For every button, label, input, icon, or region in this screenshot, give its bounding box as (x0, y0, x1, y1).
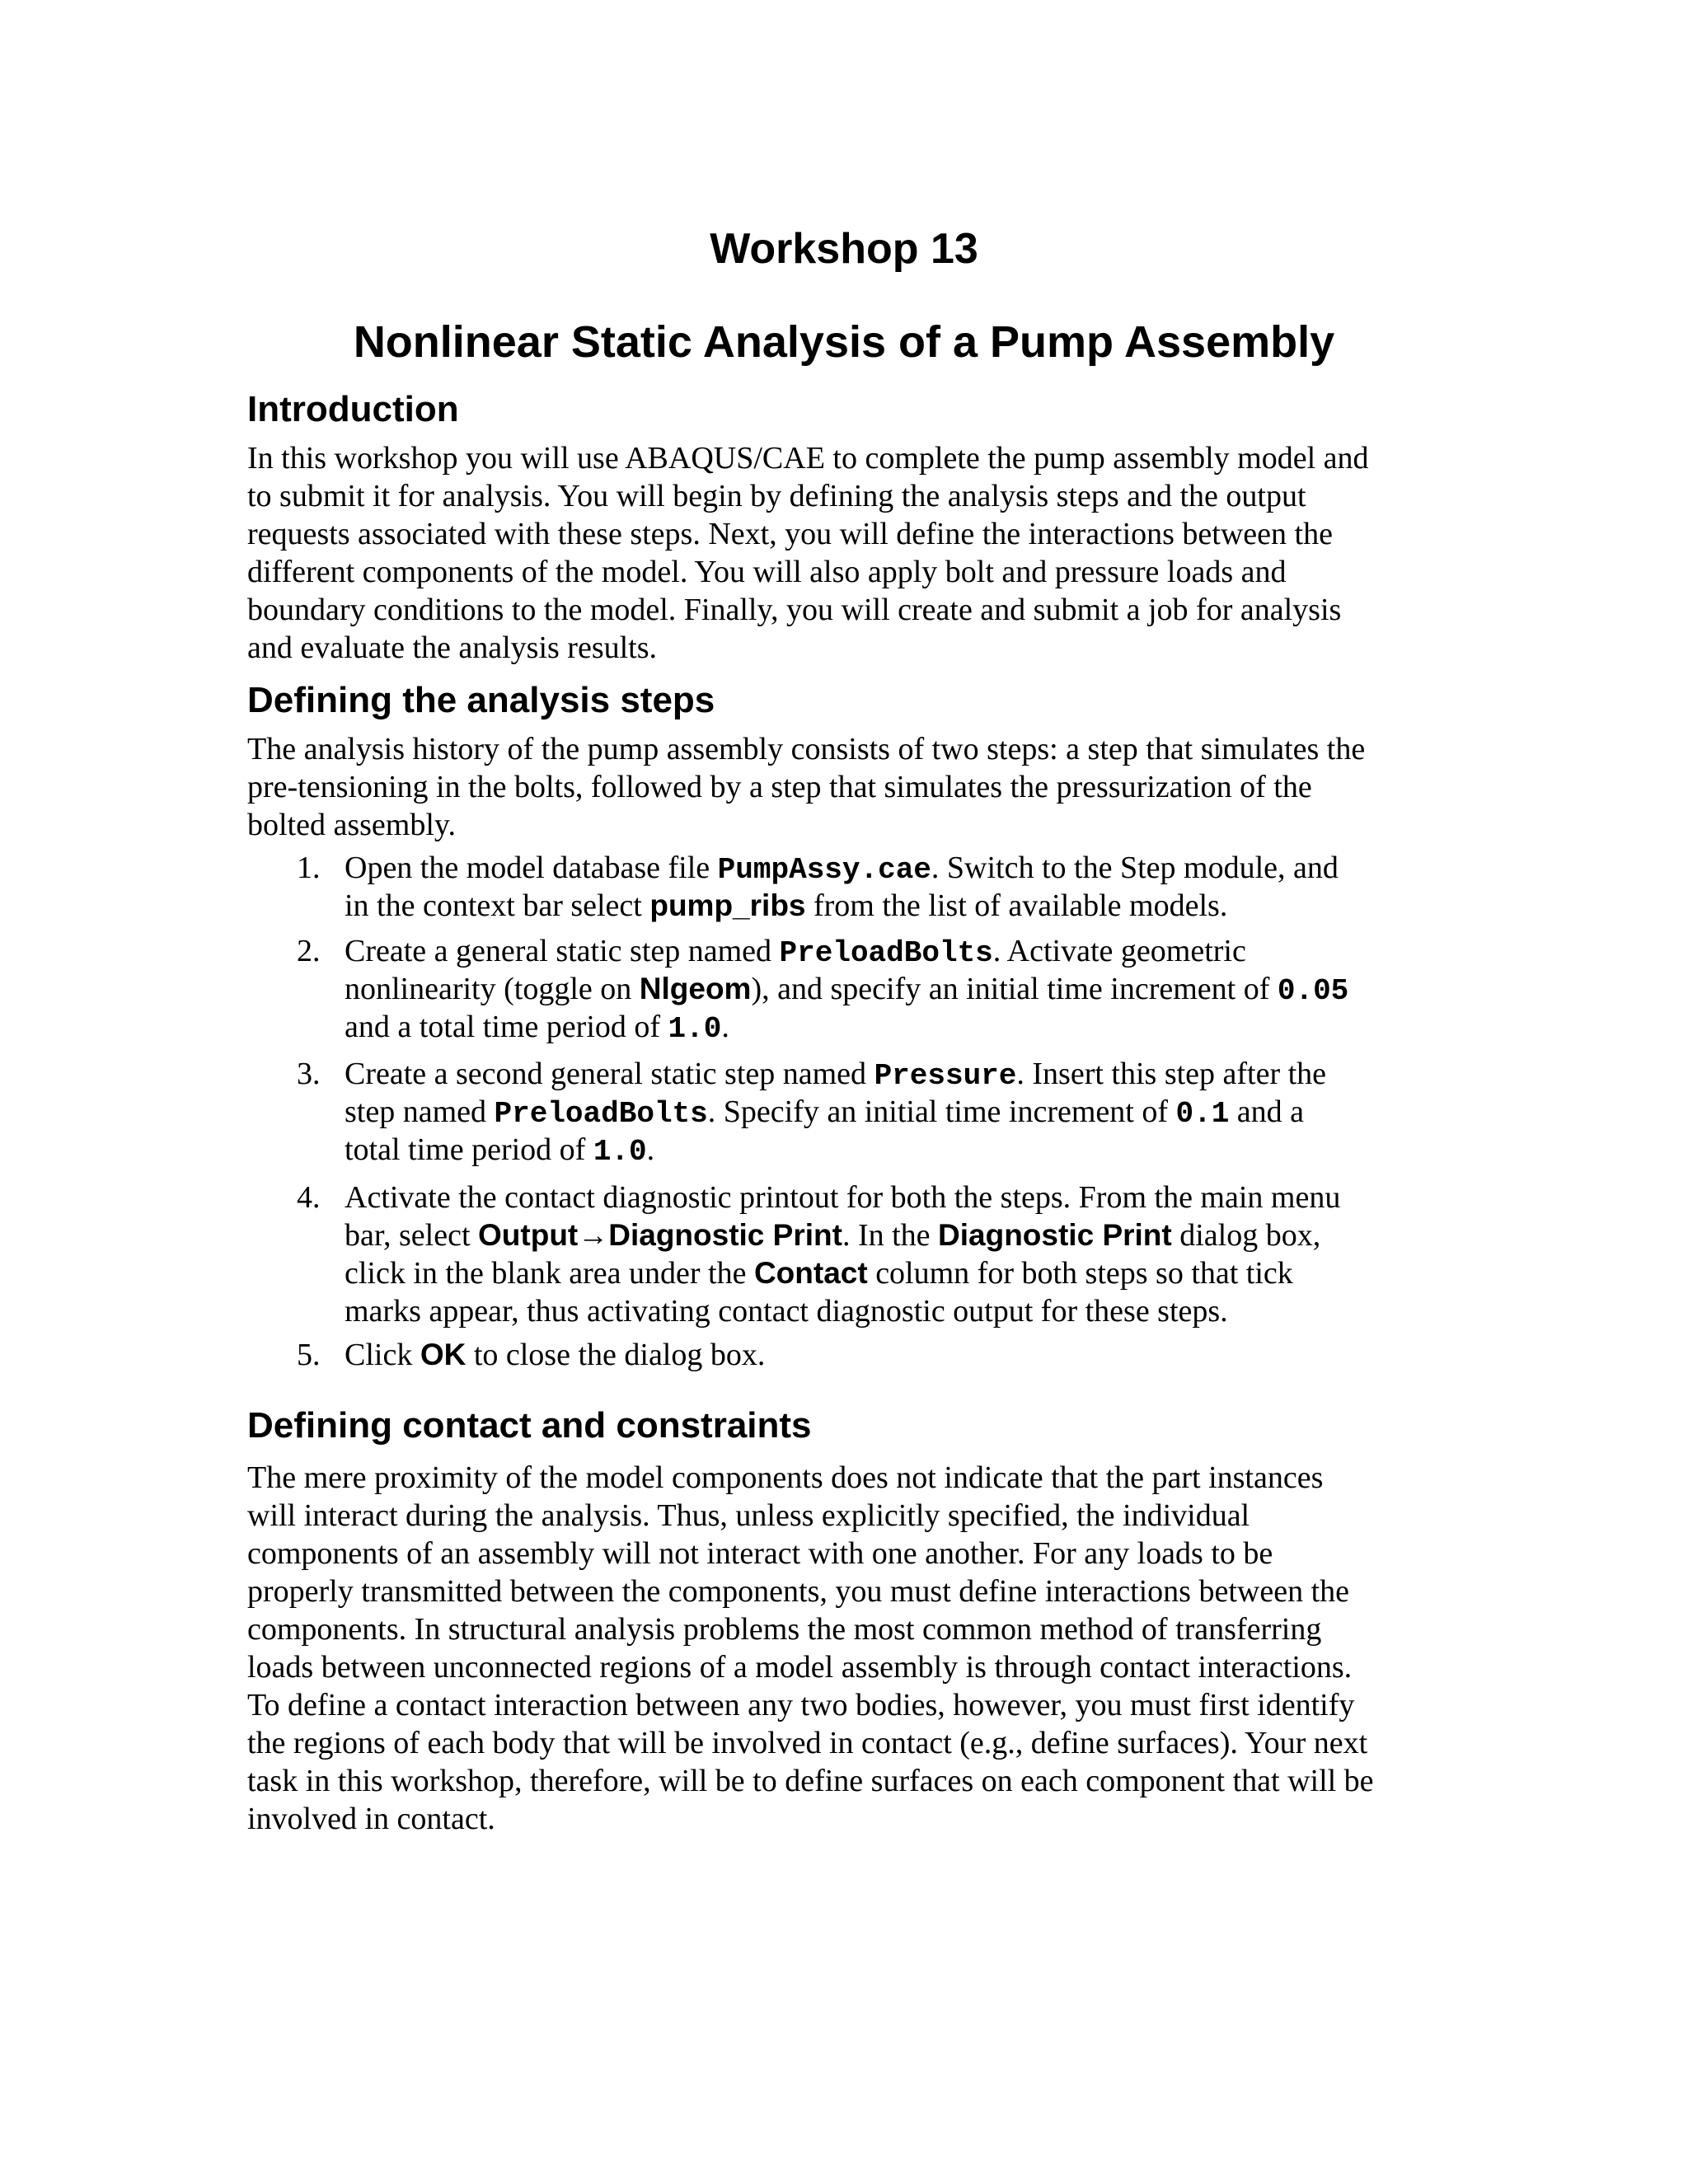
body-text: to close the dialog box. (466, 1338, 766, 1372)
body-text: bolted assembly. (247, 808, 456, 842)
list-number: 3. (297, 1057, 321, 1091)
body-text: the regions of each body that will be involved in contact (e.g., define surfaces). Your next (247, 1726, 1368, 1760)
text-line (247, 1572, 1374, 1610)
body-text: Activate the contact diagnostic printout for both the steps. From the main menu (345, 1180, 1341, 1215)
body-text: The mere proximity of the model components does not indicate that the part instances (247, 1460, 1324, 1495)
body-text: different components of the model. You will also apply bolt and pressure loads and (247, 555, 1287, 589)
code-text: PreloadBolts (494, 1097, 708, 1131)
text-line (345, 1336, 765, 1374)
text-line (247, 1648, 1374, 1686)
text-line (247, 1800, 1374, 1838)
body-text: to submit it for analysis. You will begin by defining the analysis steps and the output (247, 479, 1306, 513)
list-item-text (345, 1055, 1326, 1169)
code-text: PreloadBolts (779, 936, 993, 970)
steps-paragraph (247, 730, 1365, 844)
body-text: boundary conditions to the model. Finally, you will create and submit a job for analysis (247, 593, 1342, 627)
text-line (247, 1535, 1374, 1572)
heading-introduction: Introduction (247, 389, 459, 429)
body-text: and a total time period of (345, 1010, 668, 1044)
text-line (247, 477, 1369, 515)
list-item-text (345, 932, 1348, 1046)
body-text: requests associated with these steps. Next, you will define the interactions between the (247, 517, 1333, 551)
list-number: 4. (297, 1180, 321, 1215)
body-text: will interact during the analysis. Thus, unless explicitly specified, the individual (247, 1498, 1250, 1533)
text-line (247, 1610, 1374, 1648)
intro-paragraph (247, 439, 1369, 667)
body-text: bar, select (345, 1218, 479, 1253)
ui-label-text: Output→Diagnostic Print (478, 1218, 842, 1252)
text-line (247, 1762, 1374, 1800)
ui-label-text: Nlgeom (639, 972, 752, 1005)
body-text: . Insert this step after the (1016, 1057, 1327, 1091)
heading-analysis-steps: Defining the analysis steps (247, 680, 715, 720)
heading-contact-constraints: Defining contact and constraints (247, 1405, 812, 1446)
code-text: 0.1 (1175, 1097, 1230, 1131)
list-number: 5. (297, 1338, 321, 1372)
body-text: components. In structural analysis problems the most common method of transferring (247, 1612, 1322, 1647)
body-text: task in this workshop, therefore, will be to define surfaces on each component that will be (247, 1764, 1374, 1798)
body-text: marks appear, thus activating contact diagnostic output for these steps. (345, 1294, 1228, 1329)
ui-label-text: Diagnostic Print (938, 1218, 1172, 1252)
text-line (247, 1497, 1374, 1535)
text-line (247, 515, 1369, 553)
body-text: In this workshop you will use ABAQUS/CAE to complete the pump assembly model and (247, 441, 1369, 476)
body-text: step named (345, 1094, 495, 1129)
list-number: 1. (297, 851, 321, 885)
list-item-text (345, 1179, 1340, 1330)
body-text: and a (1229, 1094, 1305, 1129)
body-text: dialog box, (1171, 1218, 1321, 1253)
body-text: ), and specify an initial time increment of (751, 972, 1278, 1006)
text-line (345, 1131, 1326, 1169)
body-text: Create a general static step named (345, 934, 780, 968)
text-line (345, 849, 1339, 887)
body-text: . Activate geometric (992, 934, 1246, 968)
text-line (247, 768, 1365, 806)
body-text: loads between unconnected regions of a model assembly is through contact interactions. (247, 1650, 1353, 1685)
body-text: click in the blank area under the (345, 1256, 754, 1291)
body-text: properly transmitted between the components, you must define interactions between the (247, 1574, 1349, 1609)
text-line (345, 887, 1339, 925)
text-line (247, 591, 1369, 629)
contact-paragraph (247, 1459, 1374, 1838)
body-text: components of an assembly will not interact with one another. For any loads to be (247, 1536, 1273, 1571)
text-line (247, 553, 1369, 591)
text-line (345, 1179, 1340, 1216)
list-item-text (345, 1336, 765, 1374)
body-text: . In the (842, 1218, 939, 1253)
body-text: . Specify an initial time increment of (707, 1094, 1176, 1129)
text-line (247, 1459, 1374, 1497)
text-line (345, 1254, 1340, 1292)
list-item-text (345, 849, 1339, 925)
body-text: nonlinearity (toggle on (345, 972, 640, 1006)
body-text: column for both steps so that tick (867, 1256, 1293, 1291)
document-title: Nonlinear Static Analysis of a Pump Assembly (353, 317, 1335, 367)
text-line (345, 1008, 1348, 1046)
text-line (247, 629, 1369, 667)
code-text: 1.0 (668, 1012, 722, 1046)
body-text: and evaluate the analysis results. (247, 630, 658, 665)
body-text: . (646, 1132, 655, 1167)
text-line (345, 1055, 1326, 1093)
ui-label-text: Contact (753, 1256, 868, 1290)
body-text: Open the model database file (345, 851, 718, 885)
list-number: 2. (297, 934, 321, 968)
body-text: pre-tensioning in the bolts, followed by a step that simulates the pressurization of the (247, 770, 1312, 804)
text-line (345, 1292, 1340, 1330)
body-text: . Switch to the Step module, and (931, 851, 1339, 885)
body-text: in the context bar select (345, 888, 650, 923)
body-text: Click (345, 1338, 420, 1372)
body-text: The analysis history of the pump assembly consists of two steps: a step that simulates the (247, 732, 1366, 766)
text-line (247, 806, 1365, 844)
code-text: 0.05 (1277, 974, 1349, 1008)
code-text: PumpAssy.cae (717, 853, 931, 887)
code-text: 1.0 (593, 1135, 647, 1169)
body-text: total time period of (345, 1132, 593, 1167)
text-line (345, 932, 1348, 970)
text-line (345, 1093, 1326, 1131)
text-line (247, 439, 1369, 477)
text-line (247, 1686, 1374, 1724)
body-text: . (721, 1010, 729, 1044)
text-line (247, 730, 1365, 768)
ui-label-text: pump_ribs (649, 888, 806, 922)
body-text: from the list of available models. (805, 888, 1228, 923)
body-text: Create a second general static step named (345, 1057, 874, 1091)
code-text: Pressure (874, 1059, 1017, 1093)
text-line (247, 1724, 1374, 1762)
body-text: involved in contact. (247, 1802, 495, 1836)
body-text: To define a contact interaction between any two bodies, however, you must first identify (247, 1688, 1355, 1722)
text-line (345, 970, 1348, 1008)
workshop-number-title: Workshop 13 (710, 225, 978, 273)
ui-label-text: OK (420, 1338, 467, 1371)
text-line (345, 1216, 1340, 1254)
